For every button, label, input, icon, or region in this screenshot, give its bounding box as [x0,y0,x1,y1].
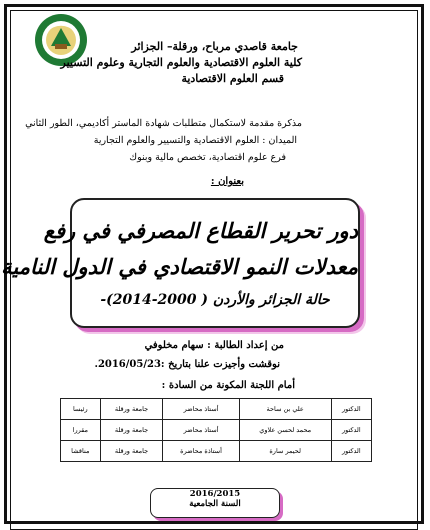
member-title: الدكتور [331,399,371,420]
academic-year-box [150,488,280,518]
member-role: رئيسا [61,399,101,420]
memo-statement: مذكرة مقدمة لاستكمال متطلبات شهادة الماستر أكاديمي، الطور الثاني [25,118,302,129]
thesis-title-box [1,198,360,328]
member-rank: أستاذ محاضر [163,399,239,420]
member-rank: أستاذ محاضر [163,420,239,441]
academic-year: 2016/2015 [189,489,241,499]
member-name: لحيمر سارة [239,441,331,462]
member-role: مناقشا [61,441,101,462]
member-rank: أستاذة محاضرة [163,441,239,462]
defense-date: نوقشت وأجيزت علنا بتاريخ :2016/05/23. [94,359,280,370]
member-institution: جامعة ورقلة [100,420,163,441]
member-name: علي بن ساحة [239,399,331,420]
academic-year-label: السنة الجامعية [189,499,241,509]
committee-heading: أمام اللجنة المكونة من السادة : [161,380,295,391]
member-title: الدكتور [331,420,371,441]
department-name: قسم العلوم الاقتصادية [181,72,284,85]
table-row [61,399,372,420]
faculty-name: كلية العلوم الاقتصادية والعلوم التجارية وعلوم التسيير [60,56,302,69]
member-role: مقررا [61,420,101,441]
member-institution: جامعة ورقلة [100,399,163,420]
branch-statement: فرع علوم اقتصادية، تخصص مالية وبنوك [129,152,286,163]
table-row [61,441,372,462]
member-name: محمد لحسن علاوي [239,420,331,441]
member-institution: جامعة ورقلة [100,441,163,462]
field-statement: الميدان : العلوم الاقتصادية والتسيير والعلوم التجارية [93,135,297,146]
member-title: الدكتور [331,441,371,462]
university-name: جامعة قاصدي مرباح، ورقلة– الجزائر [131,40,298,53]
table-row [61,420,372,441]
committee-table [60,398,372,462]
thesis-title-line-1: دور تحرير القطاع المصرفي في رفع [43,218,358,243]
prepared-by: من إعداد الطالبة : سهام مخلوفي [144,340,284,351]
thesis-title-line-2: معدلات النمو الاقتصادي في الدول النامية [1,254,358,279]
thesis-case-study: حالة الجزائر والأردن ( 2000-2014)- [100,292,330,308]
title-label: بعنوان : [210,176,244,187]
